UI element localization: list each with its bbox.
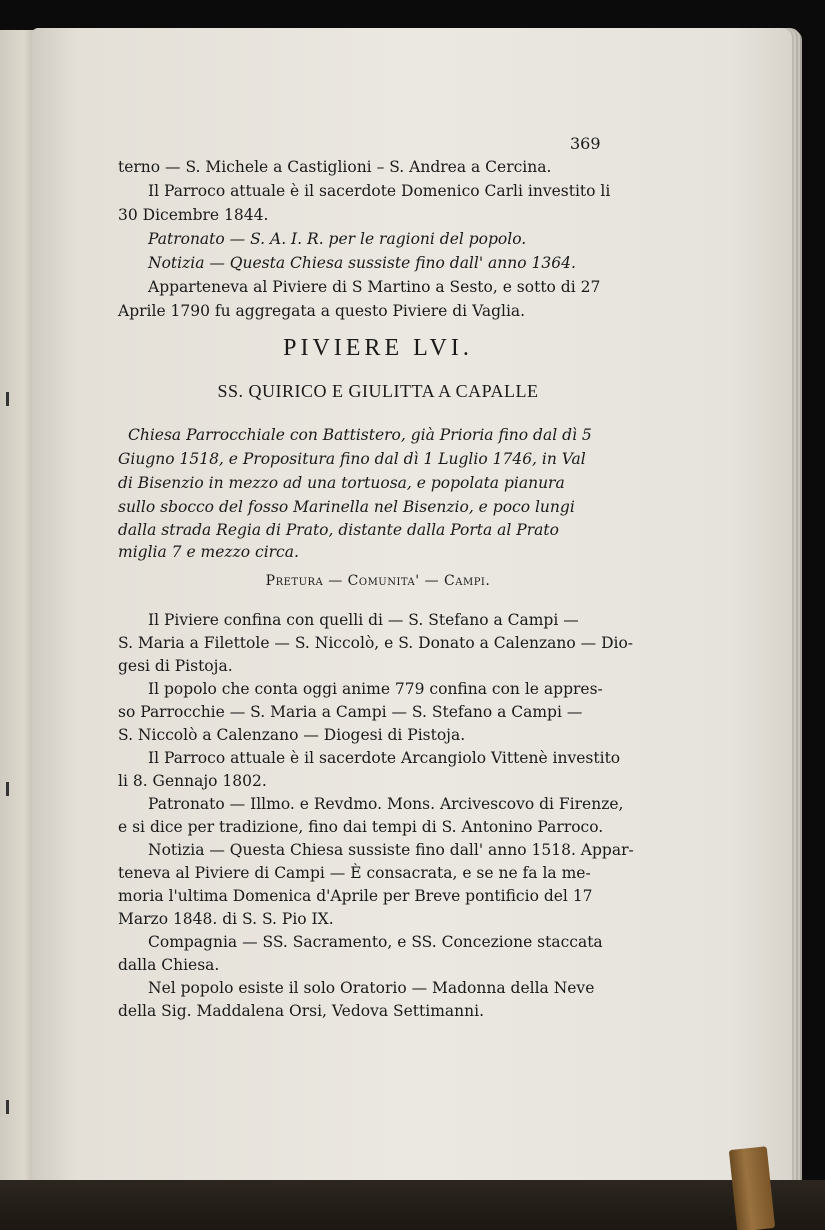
body-line: e si dice per tradizione, fino dai tempi di S. Antonino Parroco. bbox=[118, 818, 604, 836]
jurisdiction-line: Pretura — Comunita' — Campi. bbox=[265, 573, 491, 589]
body-line: Nel popolo esiste il solo Oratorio — Madonna della Neve bbox=[148, 979, 595, 997]
description-line: sullo sbocco del fosso Marinella nel Bisenzio, e poco lungi bbox=[118, 498, 575, 516]
description-line: di Bisenzio in mezzo ad una tortuosa, e popolata pianura bbox=[118, 474, 565, 492]
body-line: moria l'ultima Domenica d'Aprile per Breve pontificio del 17 bbox=[118, 887, 593, 905]
description-line: dalla strada Regia di Prato, distante dalla Porta al Prato bbox=[118, 521, 559, 539]
description-line: Chiesa Parrocchiale con Battistero, già Prioria fino dal dì 5 bbox=[128, 426, 592, 444]
table-surface bbox=[0, 1180, 825, 1230]
body-line: dalla Chiesa. bbox=[118, 956, 220, 974]
body-line: Il popolo che conta oggi anime 779 confina con le appres- bbox=[148, 680, 603, 698]
section-heading: PIVIERE LVI. bbox=[283, 335, 473, 361]
description-line: miglia 7 e mezzo circa. bbox=[118, 543, 299, 561]
intro-line: Aprile 1790 fu aggregata a questo Piviere di Vaglia. bbox=[118, 302, 526, 320]
margin-mark bbox=[6, 782, 9, 796]
body-line: so Parrocchie — S. Maria a Campi — S. Stefano a Campi — bbox=[118, 703, 583, 721]
margin-mark bbox=[6, 1100, 9, 1114]
body-line: gesi di Pistoja. bbox=[118, 657, 233, 675]
intro-line: Il Parroco attuale è il sacerdote Domenico Carli investito li bbox=[148, 182, 611, 200]
body-line: Il Piviere confina con quelli di — S. Stefano a Campi — bbox=[148, 611, 579, 629]
intro-line: Apparteneva al Piviere di S Martino a Sesto, e sotto di 27 bbox=[148, 278, 601, 296]
page-number: 369 bbox=[570, 134, 601, 153]
intro-line: Patronato — S. A. I. R. per le ragioni del popolo. bbox=[148, 230, 527, 248]
body-line: Marzo 1848. di S. S. Pio IX. bbox=[118, 910, 334, 928]
intro-line: terno — S. Michele a Castiglioni – S. Andrea a Cercina. bbox=[118, 158, 552, 176]
margin-mark bbox=[6, 392, 9, 406]
body-line: della Sig. Maddalena Orsi, Vedova Settimanni. bbox=[118, 1002, 485, 1020]
body-line: li 8. Gennajo 1802. bbox=[118, 772, 267, 790]
body-line: S. Maria a Filettole — S. Niccolò, e S. Donato a Calenzano — Dio- bbox=[118, 634, 634, 652]
intro-line: Notizia — Questa Chiesa sussiste fino dall' anno 1364. bbox=[148, 254, 576, 272]
body-line: Notizia — Questa Chiesa sussiste fino dall' anno 1518. Appar- bbox=[148, 841, 634, 859]
body-line: Il Parroco attuale è il sacerdote Arcangiolo Vittenè investito bbox=[148, 749, 621, 767]
body-line: Compagnia — SS. Sacramento, e SS. Concezione staccata bbox=[148, 933, 603, 951]
body-line: teneva al Piviere di Campi — È consacrata, e se ne fa la me- bbox=[118, 864, 591, 882]
description-line: Giugno 1518, e Propositura fino dal dì 1 Luglio 1746, in Val bbox=[118, 450, 586, 468]
intro-line: 30 Dicembre 1844. bbox=[118, 206, 269, 224]
section-subheading: SS. QUIRICO E GIULITTA A CAPALLE bbox=[217, 381, 539, 401]
body-line: S. Niccolò a Calenzano — Diogesi di Pistoja. bbox=[118, 726, 466, 744]
body-line: Patronato — Illmo. e Revdmo. Mons. Arcivescovo di Firenze, bbox=[148, 795, 624, 813]
